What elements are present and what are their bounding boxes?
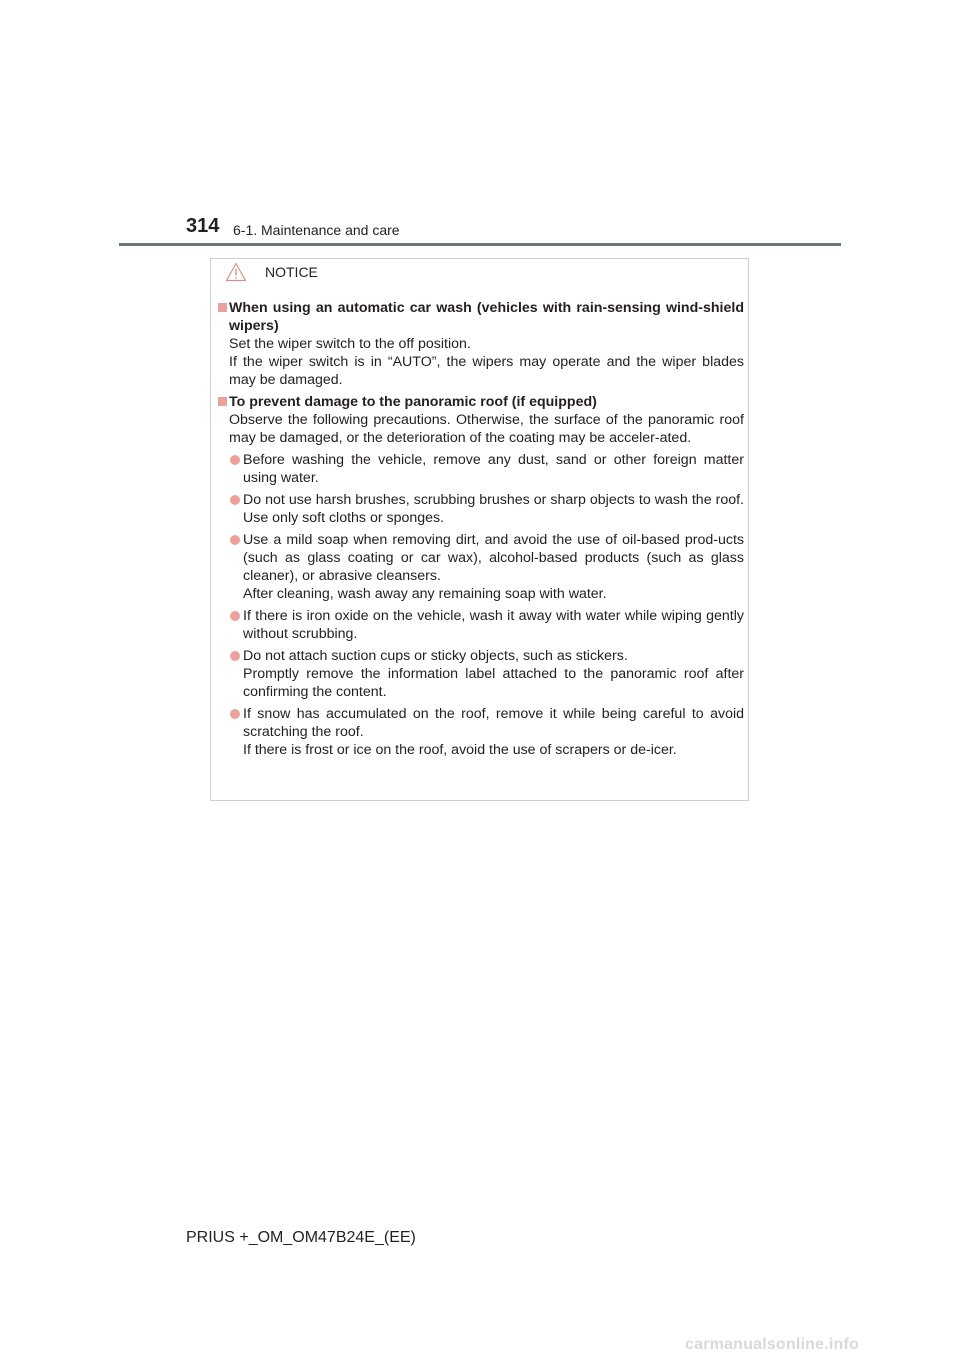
notice-section bbox=[218, 299, 744, 389]
bullet-text: If there is iron oxide on the vehicle, wash it away with water while wiping gently without scrubbing. bbox=[243, 608, 744, 642]
square-bullet-icon bbox=[218, 303, 227, 312]
bullet-text: Before washing the vehicle, remove any dust, sand or other foreign matter using water. bbox=[243, 452, 744, 486]
bullet-text: If there is frost or ice on the roof, avoid the use of scrapers or de-icer. bbox=[243, 742, 677, 758]
document-code: PRIUS +_OM_OM47B24E_(EE) bbox=[186, 1229, 416, 1246]
bullet-item bbox=[218, 491, 744, 527]
bullet-text: If snow has accumulated on the roof, remove it while being careful to avoid scratching the roof. bbox=[243, 706, 744, 740]
section-title: 6-1. Maintenance and care bbox=[233, 222, 400, 238]
circle-bullet-icon bbox=[230, 611, 240, 621]
circle-bullet-icon bbox=[230, 495, 240, 505]
page-number: 314 bbox=[186, 215, 220, 237]
notice-box bbox=[210, 258, 749, 801]
watermark: carmanualsonline.info bbox=[685, 1336, 860, 1353]
notice-body bbox=[218, 299, 744, 763]
bullet-item bbox=[218, 451, 744, 487]
circle-bullet-icon bbox=[230, 455, 240, 465]
notice-section-heading bbox=[218, 299, 744, 335]
circle-bullet-icon bbox=[230, 535, 240, 545]
notice-section-title: To prevent damage to the panoramic roof (if equipped) bbox=[229, 394, 597, 410]
bullet-text: After cleaning, wash away any remaining soap with water. bbox=[243, 586, 607, 602]
notice-label: NOTICE bbox=[265, 264, 318, 280]
notice-paragraph: Set the wiper switch to the off position. bbox=[229, 336, 471, 352]
warning-triangle-icon bbox=[225, 262, 247, 282]
circle-bullet-icon bbox=[230, 651, 240, 661]
circle-bullet-icon bbox=[230, 709, 240, 719]
notice-section-title: When using an automatic car wash (vehicles with rain-sensing wind-shield wipers) bbox=[229, 300, 744, 334]
bullet-text: Do not attach suction cups or sticky objects, such as stickers. bbox=[243, 648, 628, 664]
bullet-text: Use a mild soap when removing dirt, and avoid the use of oil-based prod-ucts (such as glass coating or car wax), alcohol-based products (such as glass cleaner), or abrasive cleansers. bbox=[243, 532, 744, 584]
bullet-item bbox=[218, 531, 744, 603]
notice-header bbox=[225, 259, 318, 285]
notice-section bbox=[218, 393, 744, 759]
header-divider bbox=[119, 243, 841, 246]
notice-intro: Observe the following precautions. Otherwise, the surface of the panoramic roof may be damaged, or the deterioration of the coating may be acceler-ated. bbox=[229, 412, 744, 446]
notice-paragraph: If the wiper switch is in “AUTO”, the wipers may operate and the wiper blades may be damaged. bbox=[229, 354, 744, 388]
square-bullet-icon bbox=[218, 397, 227, 406]
notice-section-heading bbox=[218, 393, 744, 411]
bullet-item bbox=[218, 647, 744, 701]
bullet-item bbox=[218, 607, 744, 643]
bullet-text: Promptly remove the information label attached to the panoramic roof after confirming the content. bbox=[243, 666, 744, 700]
bullet-item bbox=[218, 705, 744, 759]
bullet-text: Do not use harsh brushes, scrubbing brushes or sharp objects to wash the roof. Use only soft cloths or sponges. bbox=[243, 492, 744, 526]
